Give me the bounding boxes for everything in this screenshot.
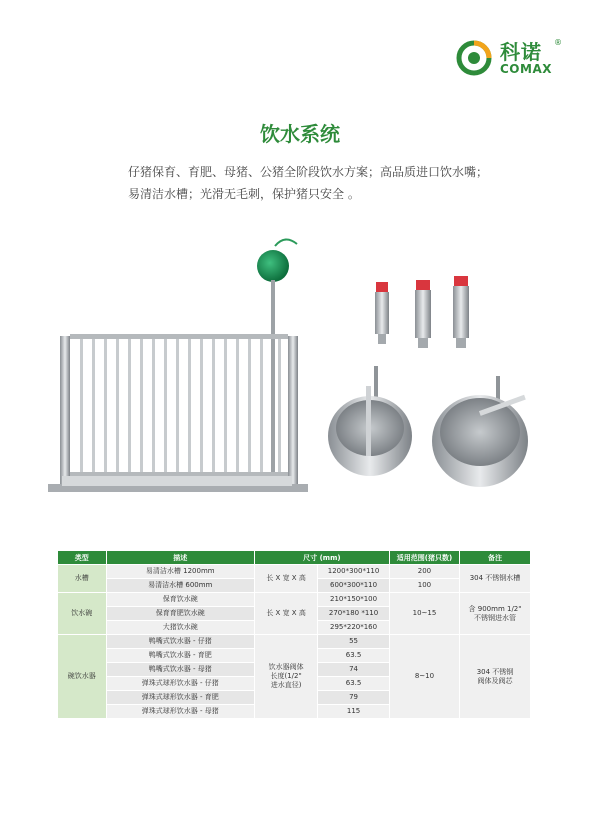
note-drinker-line-2: 阀体及阀芯 [477,676,513,685]
row-size: 115 [318,705,390,719]
header-desc: 描述 [106,551,254,565]
logo-ring-icon [456,40,492,76]
row-size: 55 [318,635,390,649]
row-desc: 鸭嘴式饮水器 - 育肥 [106,649,254,663]
row-size: 270*180 *110 [318,607,390,621]
note-bowl-line-2: 不锈钢进水管 [474,613,517,622]
row-size: 1200*300*110 [318,565,390,579]
row-desc: 易清洁水槽 600mm [106,579,254,593]
size-label-drinker-line-1: 饮水器阀体 [268,663,304,671]
brand-name-cn: 科诺 [500,40,542,64]
table-row [58,565,531,579]
brand-name-en: COMAX [500,62,552,76]
row-desc: 保育育肥饮水碗 [106,607,254,621]
row-desc: 鸭嘴式饮水器 - 母猪 [106,663,254,677]
product-photos [40,236,560,506]
note-drinker [460,635,531,719]
size-label-trough: 长 X 宽 X 高 [254,565,317,593]
row-desc: 弹珠式球形饮水器 - 母猪 [106,705,254,719]
group-type-trough: 水槽 [58,565,107,593]
row-desc: 弹珠式球形饮水器 - 仔猪 [106,677,254,691]
row-desc: 易清洁水槽 1200mm [106,565,254,579]
header-range: 适用范围(猪只数) [389,551,459,565]
row-range: 100 [389,579,459,593]
drinking-bowl-image [328,366,528,487]
row-desc: 弹珠式球形饮水器 - 育肥 [106,691,254,705]
row-size: 63.5 [318,677,390,691]
row-size: 600*300*110 [318,579,390,593]
description-line-2: 易清洁水槽；光滑无毛刺，保护猪只安全 。 [128,187,360,201]
row-range: 200 [389,565,459,579]
row-size: 74 [318,663,390,677]
table-header-row [58,551,531,565]
group-type-bowl: 饮水碗 [58,593,107,635]
header-type: 类型 [58,551,107,565]
size-label-drinker [254,635,317,719]
row-desc: 大猪饮水碗 [106,621,254,635]
row-size: 210*150*100 [318,593,390,607]
note-bowl-line-1: 含 900mm 1/2" [468,604,522,613]
header-note: 备注 [460,551,531,565]
size-label-bowl: 长 X 宽 X 高 [254,593,317,635]
note-trough: 304 不锈钢水槽 [460,565,531,593]
row-size: 295*220*160 [318,621,390,635]
size-label-drinker-line-3: 进水直径) [270,681,302,689]
row-size: 63.5 [318,649,390,663]
note-bowl [460,593,531,635]
group-type-drinker: 碗饮水器 [58,635,107,719]
page-description [128,161,508,205]
size-label-drinker-line-2: 长度(1/2" [270,672,302,680]
nipple-drinker-image [375,276,469,348]
range-drinker: 8~10 [389,635,459,719]
note-drinker-line-1: 304 不锈钢 [476,667,514,676]
gate-trough-image [48,239,308,492]
registered-mark: ® [554,38,562,47]
table-row [58,593,531,607]
range-bowl: 10~15 [389,593,459,635]
table-row [58,635,531,649]
description-line-1: 仔猪保育、育肥、母猪、公猪全阶段饮水方案；高品质进口饮水嘴； [128,165,489,179]
header-size: 尺寸 (mm) [254,551,389,565]
row-desc: 鸭嘴式饮水器 - 仔猪 [106,635,254,649]
spec-table [57,550,531,719]
row-desc: 保育饮水碗 [106,593,254,607]
page-title: 饮水系统 [260,122,340,146]
row-size: 79 [318,691,390,705]
brand-logo [456,36,576,84]
